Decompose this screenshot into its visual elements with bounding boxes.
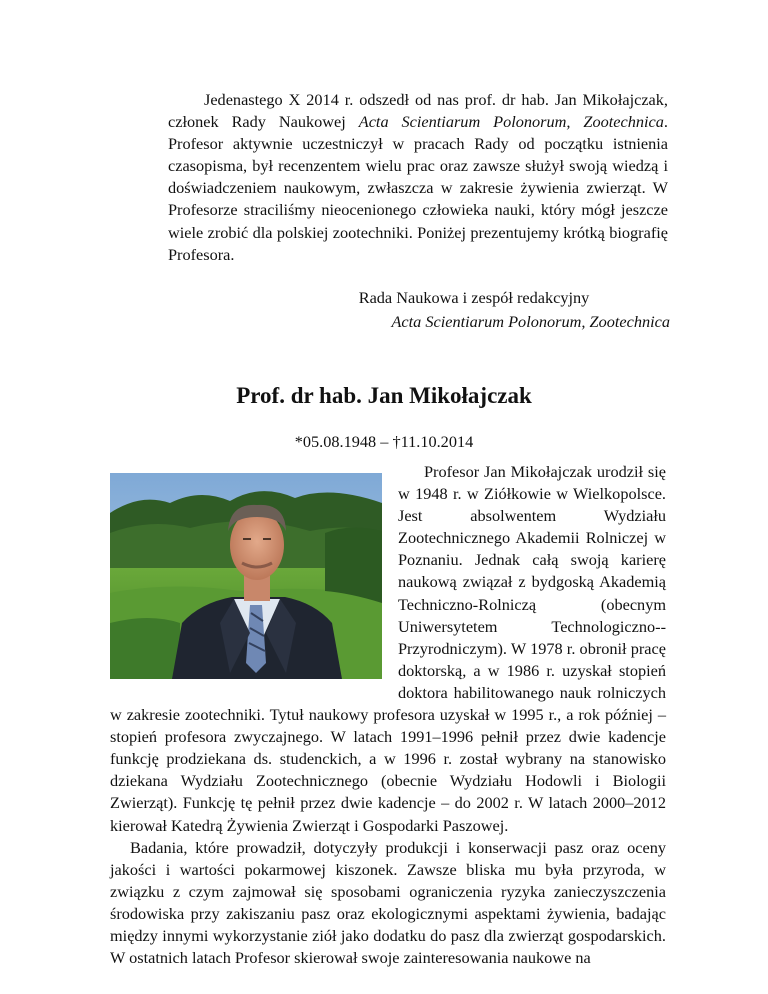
signature <box>300 286 670 334</box>
bio-paragraph-2: Badania, które prowadził, dotyczyły produkcji i konserwacji pasz oraz oceny jakości i wartości pokarmowej kiszonek. Zawsze bliska mu była przyroda, w związku z czym zajmował się sposobami ograniczenia ryzyka zanieczyszczenia środowiska przy zakiszaniu pasz oraz ekologicznymi aspektami żywienia, badając między innymi wykorzystanie ziół jako dodatku do pasz dla zwierząt gospodarskich. W ostatnich latach Profesor skierował swoje zainteresowania naukowe na <box>110 837 666 968</box>
intro-section <box>168 89 668 266</box>
life-dates: *05.08.1948 – †11.10.2014 <box>294 432 474 451</box>
biography <box>110 461 666 969</box>
intro-text-2: . Profesor aktywnie uczestniczył w pracach Rady od początku istnienia czasopisma, był recenzentem wielu prac oraz zawsze służył swoją wiedzą i doświadczeniem naukowym, zwłaszcza w zakresie żywienia zwierząt. W Profesorze straciliśmy nieocenionego człowieka nauki, który mógł jeszcze wiele zrobić dla polskiej zootechniki. Poniżej prezentujemy krótką biografię Profesora. <box>168 112 668 264</box>
signature-line-2: Acta Scientiarum Polonorum, Zootechnica <box>391 312 670 331</box>
portrait-photo <box>110 473 382 679</box>
bio-paragraph-1: Profesor Jan Mikołajczak urodził się w 1948 r. w Ziółkowie w Wielkopolsce. Jest absolwentem Wydziału Zootechnicznego Akademii Rolniczej w Poznaniu. Jednak całą swoją karierę naukową związał z bydgoską Akademią Techniczno-Rolniczą (obecnym Uniwersytetem Technologiczno--Przyrodniczym). W 1978 r. obronił pracę doktorską, a w 1986 r. uzyskał stopień doktora habilitowanego nauk rolniczych w zakresie zootechniki. Tytuł naukowy profesora uzyskał w 1995 r., a rok później – stopień profesora zwyczajnego. W latach 1991–1996 pełnił przez dwie kadencje funkcję prodziekana ds. studenckich, a w 1996 r. został wybrany na stanowisko dziekana Wydziału Zootechnicznego (obecnie Wydziału Hodowli i Biologii Zwierząt). Funkcję tę pełnił przez dwie kadencje – do 2002 r. W latach 2000–2012 kierował Katedrą Żywienia Zwierząt i Gospodarki Paszowej. <box>110 462 666 835</box>
journal-name: Acta Scientiarum Polonorum, Zootechnica <box>358 112 664 132</box>
signature-line-1: Rada Naukowa i zespół redakcyjny <box>358 288 590 307</box>
intro-text-1: Jedenastego X 2014 r. odszedł od nas prof. dr hab. Jan Mikołajczak, członek Rady Naukowej <box>168 90 668 132</box>
page-title: Prof. dr hab. Jan Mikołajczak <box>236 383 532 408</box>
intro-paragraph <box>168 89 668 266</box>
